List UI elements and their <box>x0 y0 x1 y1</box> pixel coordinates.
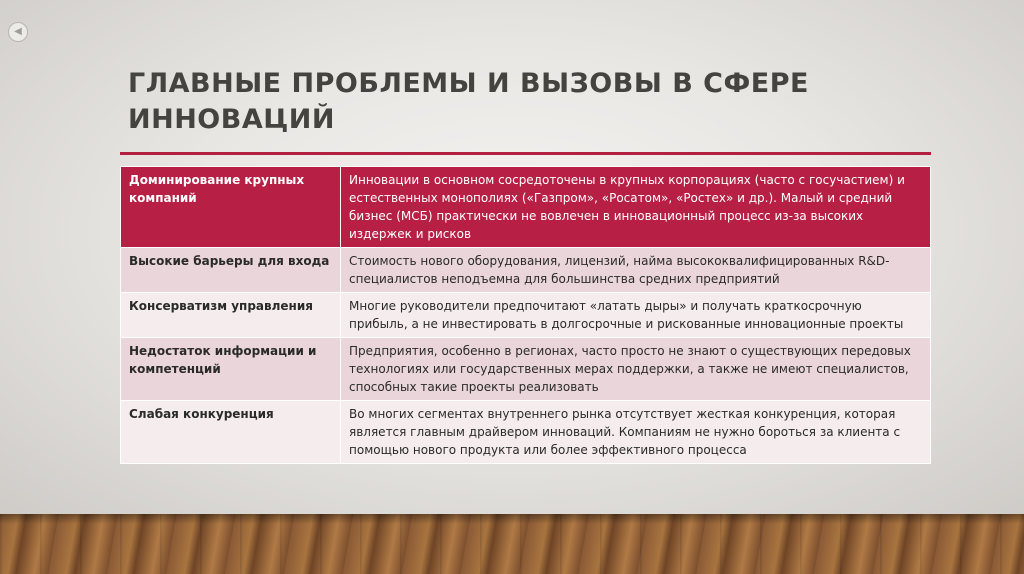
description-cell: Предприятия, особенно в регионах, часто просто не знают о существующих передовых технологиях или государственных мерах поддержки, а также не имеют специалистов, способных такие проекты реализовать <box>341 338 931 401</box>
problem-cell: Консерватизм управления <box>121 293 341 338</box>
table-row <box>121 167 931 248</box>
problem-cell: Доминирование крупных компаний <box>121 167 341 248</box>
description-cell: Во многих сегментах внутреннего рынка отсутствует жесткая конкуренция, которая является главным драйвером инноваций. Компаниям не нужно бороться за клиента с помощью нового продукта или более эффективного процесса <box>341 401 931 464</box>
wooden-floor <box>0 514 1024 574</box>
problem-cell: Высокие барьеры для входа <box>121 248 341 293</box>
description-cell: Стоимость нового оборудования, лицензий, найма высококвалифицированных R&D-специалистов неподъемна для большинства средних предприятий <box>341 248 931 293</box>
description-cell: Многие руководители предпочитают «латать дыры» и получать краткосрочную прибыль, а не инвестировать в долгосрочные и рискованные инновационные проекты <box>341 293 931 338</box>
table-row <box>121 293 931 338</box>
problems-table <box>120 166 931 464</box>
description-cell: Инновации в основном сосредоточены в крупных корпорациях (часто с госучастием) и естественных монополиях («Газпром», «Росатом», «Ростех» и др.). Малый и средний бизнес (МСБ) практически не вовлечен в инновационный процесс из-за высоких издержек и рисков <box>341 167 931 248</box>
previous-slide-button[interactable] <box>8 22 28 42</box>
title-underline <box>120 152 931 155</box>
chevron-left-icon: ◀ <box>14 26 22 37</box>
problem-cell: Слабая конкуренция <box>121 401 341 464</box>
problem-cell: Недостаток информации и компетенций <box>121 338 341 401</box>
table-row <box>121 401 931 464</box>
table-row <box>121 338 931 401</box>
table-row <box>121 248 931 293</box>
slide-title: ГЛАВНЫЕ ПРОБЛЕМЫ И ВЫЗОВЫ В СФЕРЕ ИННОВАЦИЙ <box>128 68 809 135</box>
